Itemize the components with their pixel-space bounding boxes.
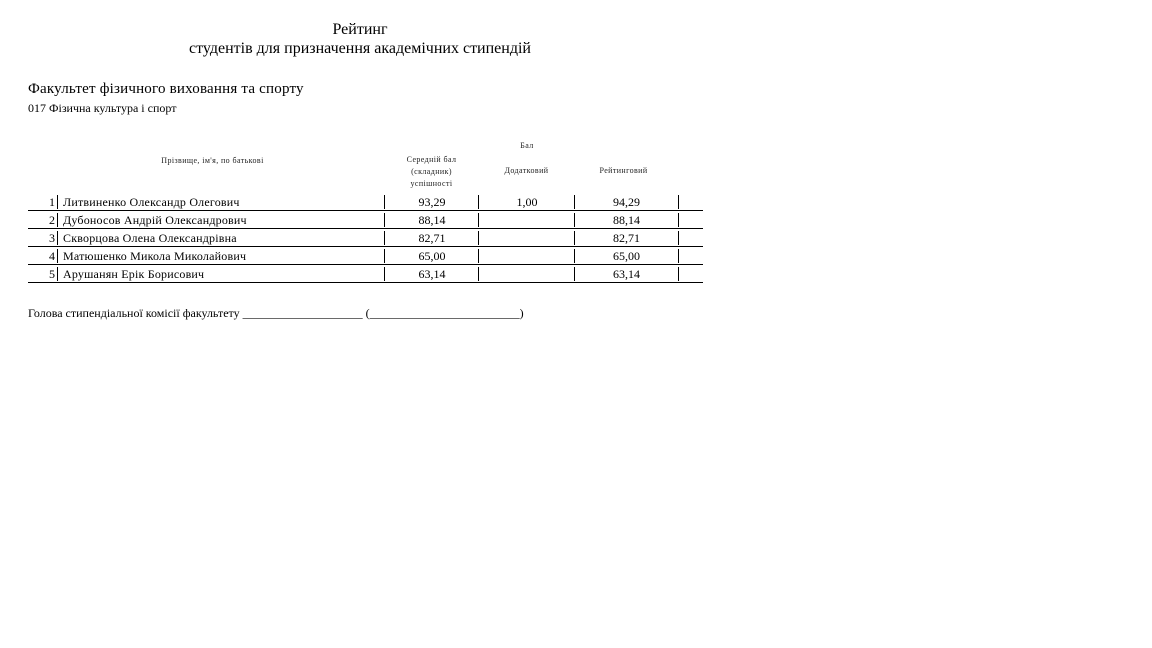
row-number: 2 — [28, 213, 58, 227]
rating-score: 82,71 — [574, 231, 679, 245]
average-score: 88,14 — [384, 213, 479, 227]
table-row — [28, 193, 703, 211]
signature-line: Голова стипендіальної комісії факультету ____________________ (_________________________) — [28, 306, 524, 320]
column-header-rating: Рейтинговий — [599, 166, 648, 175]
table-row — [28, 211, 703, 229]
table-row — [28, 229, 703, 247]
extra-score — [478, 231, 575, 245]
rating-table — [28, 193, 703, 283]
rating-score: 88,14 — [574, 213, 679, 227]
column-header-average-line: успішності — [410, 179, 453, 188]
extra-score: 1,00 — [478, 195, 575, 209]
row-number: 1 — [28, 195, 58, 209]
rating-score: 65,00 — [574, 249, 679, 263]
average-score: 93,29 — [384, 195, 479, 209]
document-subtitle: студентів для призначення академічних стипендій — [188, 40, 531, 57]
student-name: Скворцова Олена Олександрівна — [63, 231, 237, 245]
column-header-average-line: (складник) — [411, 167, 452, 176]
column-header-name: Прізвище, ім'я, по батькові — [161, 156, 264, 165]
student-name: Литвиненко Олександр Олегович — [63, 195, 240, 209]
speciality-name: 017 Фізична культура і спорт — [28, 101, 177, 115]
extra-score — [478, 213, 575, 227]
column-group-header-score: Бал — [520, 141, 534, 150]
student-name: Дубоносов Андрій Олександрович — [63, 213, 247, 227]
table-row — [28, 265, 703, 283]
average-score: 65,00 — [384, 249, 479, 263]
row-number: 5 — [28, 267, 58, 281]
average-score: 82,71 — [384, 231, 479, 245]
rating-score: 94,29 — [574, 195, 679, 209]
average-score: 63,14 — [384, 267, 479, 281]
column-header-average — [385, 154, 478, 190]
column-header-extra: Додатковий — [504, 166, 549, 175]
faculty-name: Факультет фізичного виховання та спорту — [28, 81, 304, 97]
document-title: Рейтинг — [332, 21, 388, 38]
column-header-average-line: Середній бал — [406, 155, 457, 164]
rating-score: 63,14 — [574, 267, 679, 281]
student-name: Арушанян Ерік Борисович — [63, 267, 205, 281]
student-name: Матюшенко Микола Миколайович — [63, 249, 247, 263]
row-number: 3 — [28, 231, 58, 245]
extra-score — [478, 267, 575, 281]
extra-score — [478, 249, 575, 263]
table-row — [28, 247, 703, 265]
row-number: 4 — [28, 249, 58, 263]
